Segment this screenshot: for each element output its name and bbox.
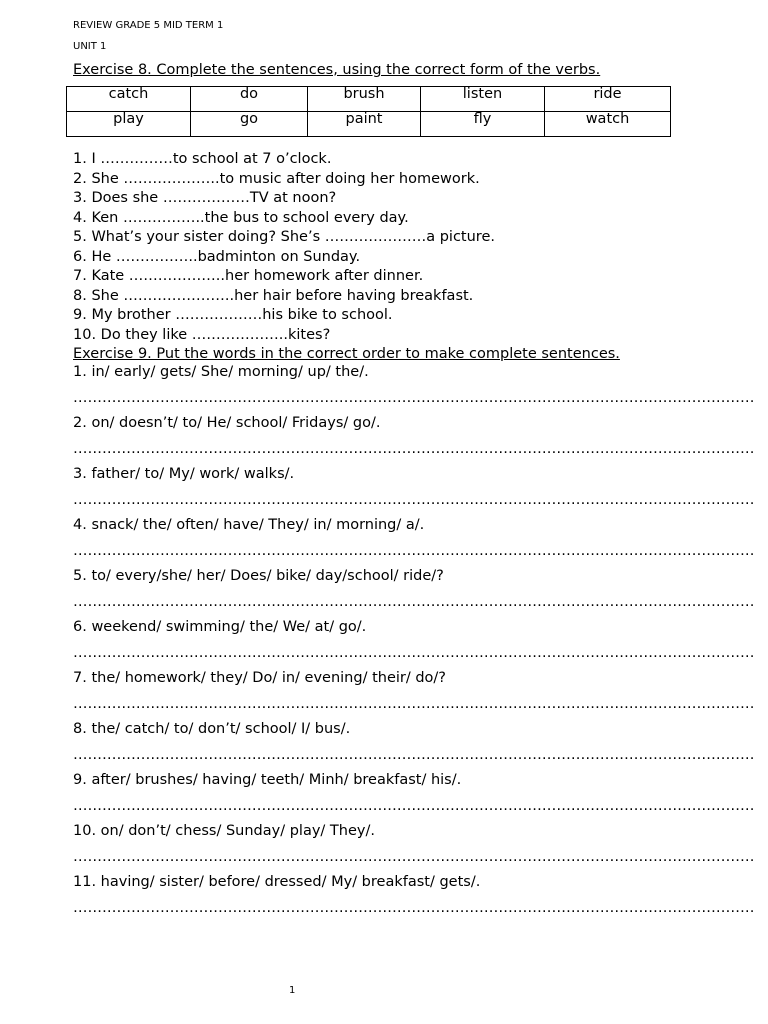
verb-cell: listen <box>421 87 545 112</box>
answer-line[interactable]: …………………………………………………………………………………………………………………………… <box>73 492 755 508</box>
exercise-8-sentence: 4. Ken ……………..the bus to school every day. <box>73 209 409 226</box>
verb-cell: watch <box>545 112 671 137</box>
exercise-9-item: 1. in/ early/ gets/ She/ morning/ up/ the/. <box>73 364 369 380</box>
page-number: 1 <box>289 985 296 996</box>
exercise-9-item: 6. weekend/ swimming/ the/ We/ at/ go/. <box>73 619 367 635</box>
verb-cell: ride <box>545 87 671 112</box>
exercise-9-item: 7. the/ homework/ they/ Do/ in/ evening/ their/ do/? <box>73 670 447 686</box>
unit-label: UNIT 1 <box>73 41 107 52</box>
exercise-8-sentence: 2. She ………………..to music after doing her homework. <box>73 170 480 187</box>
verb-table-row <box>67 112 671 137</box>
exercise-9-item: 11. having/ sister/ before/ dressed/ My/ breakfast/ gets/. <box>73 874 481 890</box>
answer-line[interactable]: …………………………………………………………………………………………………………………………… <box>73 645 755 661</box>
exercise-8-sentence: 9. My brother ………………his bike to school. <box>73 307 393 323</box>
verb-cell: paint <box>308 112 421 137</box>
review-header: REVIEW GRADE 5 MID TERM 1 <box>73 20 224 31</box>
answer-line[interactable]: …………………………………………………………………………………………………………………………… <box>73 441 755 457</box>
verb-cell: catch <box>67 87 191 112</box>
exercise-9-item: 2. on/ doesn’t/ to/ He/ school/ Fridays/ go/. <box>73 415 381 431</box>
exercise-8-sentence: 6. He ……………..badminton on Sunday. <box>73 248 361 265</box>
answer-line[interactable]: …………………………………………………………………………………………………………………………… <box>73 900 755 916</box>
exercise-9-item: 9. after/ brushes/ having/ teeth/ Minh/ breakfast/ his/. <box>73 772 462 788</box>
verb-cell: brush <box>308 87 421 112</box>
exercise-8-title: Exercise 8. Complete the sentences, using the correct form of the verbs. <box>73 62 601 78</box>
answer-line[interactable]: …………………………………………………………………………………………………………………………… <box>73 594 755 610</box>
exercise-9-item: 5. to/ every/she/ her/ Does/ bike/ day/school/ ride/? <box>73 568 444 584</box>
exercise-9-item: 3. father/ to/ My/ work/ walks/. <box>73 466 295 482</box>
verb-table-row <box>67 87 671 112</box>
exercise-8-sentence: 3. Does she ………………TV at noon? <box>73 190 337 206</box>
exercise-8-sentence: 5. What’s your sister doing? She’s …………………a picture. <box>73 229 495 245</box>
answer-line[interactable]: …………………………………………………………………………………………………………………………… <box>73 747 755 763</box>
exercise-8-sentence: 8. She …………………..her hair before having breakfast. <box>73 287 474 304</box>
answer-line[interactable]: …………………………………………………………………………………………………………………………… <box>73 543 755 559</box>
exercise-9-item: 8. the/ catch/ to/ don’t/ school/ I/ bus/. <box>73 721 351 737</box>
verb-cell: do <box>191 87 308 112</box>
answer-line[interactable]: …………………………………………………………………………………………………………………………… <box>73 849 755 865</box>
verb-table <box>66 86 671 137</box>
answer-line[interactable]: …………………………………………………………………………………………………………………………… <box>73 390 755 406</box>
verb-cell: go <box>191 112 308 137</box>
verb-cell: play <box>67 112 191 137</box>
answer-line[interactable]: …………………………………………………………………………………………………………………………… <box>73 798 755 814</box>
answer-line[interactable]: …………………………………………………………………………………………………………………………… <box>73 696 755 712</box>
exercise-8-sentence: 7. Kate ………………..her homework after dinner. <box>73 268 424 284</box>
exercise-9-item: 10. on/ don’t/ chess/ Sunday/ play/ They/. <box>73 823 375 839</box>
verb-cell: fly <box>421 112 545 137</box>
exercise-8-sentence: 10. Do they like ………………..kites? <box>73 326 331 343</box>
exercise-8-sentence: 1. I ……………to school at 7 o’clock. <box>73 151 332 167</box>
exercise-9-title: Exercise 9. Put the words in the correct order to make complete sentences. <box>73 346 620 362</box>
exercise-9-item: 4. snack/ the/ often/ have/ They/ in/ morning/ a/. <box>73 517 425 533</box>
